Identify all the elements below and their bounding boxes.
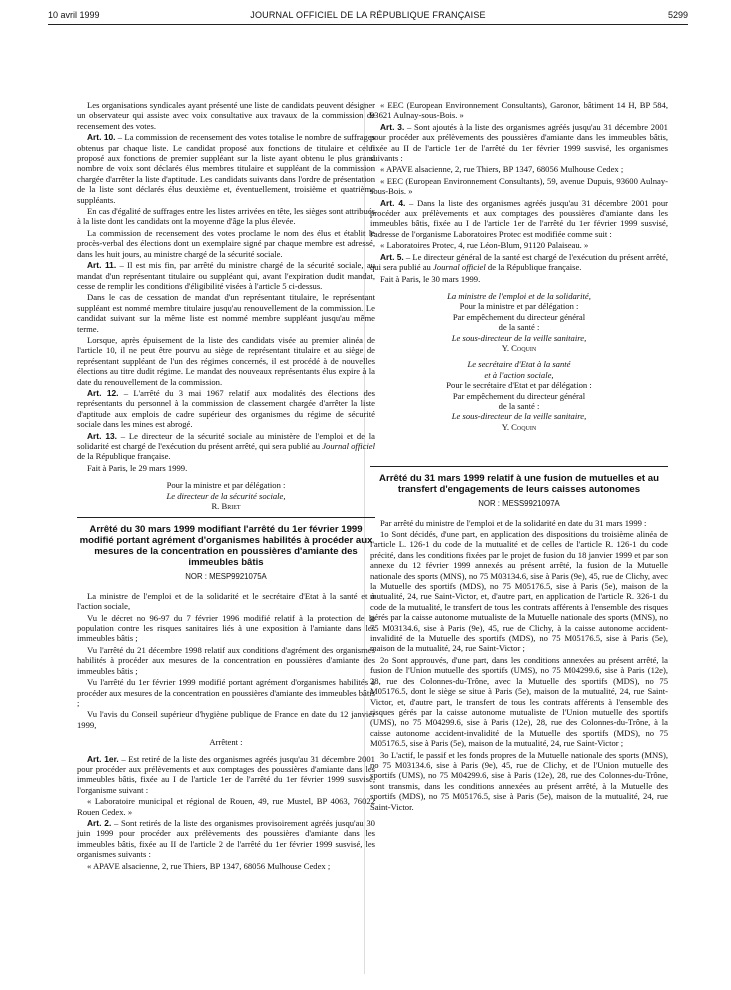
visa: Vu l'arrêté du 21 décembre 1998 relatif aux conditions d'agrément des organismes habilités à procéder aux mesures de la concentration en poussières d'amiante des immeubles bâtis ; <box>77 644 375 676</box>
signature-line: Le directeur de la sécurité sociale, <box>166 490 286 501</box>
article-label: Art. 12. <box>87 387 119 398</box>
quote: « APAVE alsacienne, 2, rue Thiers, BP 1347, 68056 Mulhouse Cedex ; <box>87 860 331 871</box>
decree-title: Arrêté du 31 mars 1999 relatif à une fusion de mutuelles et au transfert d'engagements de leurs caisses autonomes <box>379 473 659 496</box>
signature-name: Y. Coquin <box>501 421 537 432</box>
article-label: Art. 1er. <box>87 753 119 764</box>
signature-line: La ministre de l'emploi et de la solidarité, <box>447 290 591 301</box>
paragraph: En cas d'égalité de suffrages entre les listes arrivées en tête, les sièges sont attribués à la liste dont les candidats ont la moyenne d'âge la plus élevée. <box>77 206 375 227</box>
fait-a-paris: Fait à Paris, le 30 mars 1999. <box>380 273 481 284</box>
section-rule <box>370 466 668 467</box>
nor-reference: NOR : MESP9921075A <box>185 572 267 582</box>
decree-title: Arrêté du 30 mars 1999 modifiant l'arrêté du 1er février 1999 modifié portant agrément d'organismes habilités à procéder aux mesures de la concentration en poussières d'amiante des immeubles bâtis <box>79 524 373 569</box>
signature-name: Y. Coquin <box>501 342 537 353</box>
paragraph: Les organisations syndicales ayant présenté une liste de candidats peuvent désigner un observateur qui assiste avec voix consultative aux travaux de la commission de recensement des votes. <box>77 100 375 131</box>
signature-line: Le sous-directeur de la veille sanitaire, <box>451 332 587 343</box>
article-label: Art. 11. <box>87 260 117 271</box>
article-label: Art. 3. <box>380 121 405 132</box>
fait-a-paris: Fait à Paris, le 29 mars 1999. <box>87 462 188 473</box>
quote: « EEC (European Environnement Consultants), 59, avenue Dupuis, 93600 Aulnay-sous-Bois. » <box>370 175 668 197</box>
signature-line: Par empêchement du directeur général <box>452 311 586 322</box>
signature-line: de la santé : <box>498 322 540 333</box>
signature-line: Pour la ministre et par délégation : <box>166 480 286 491</box>
article-label: Art. 5. <box>380 251 404 262</box>
quote: « Laboratoires Protec, 4, rue Léon-Blum, 91120 Palaiseau. » <box>380 240 589 251</box>
signature-line: Le secrétaire d'Etat à la santé <box>467 359 571 370</box>
paragraph: Dans le cas de cessation de mandat d'un représentant titulaire, le représentant suppléant est nommé membre titulaire jusqu'au renouvellement de la commission. Le candidat suivant sur la même liste est nommé membre suppléant jusqu'au même terme. <box>77 292 375 334</box>
section-rule <box>77 517 375 518</box>
signature-line: et à l'action sociale, <box>484 369 554 380</box>
article-label: Art. 10. <box>87 132 116 143</box>
header-page-number: 5299 <box>667 10 688 20</box>
article-1: Art. 1er. – Est retiré de la liste des organismes agréés jusqu'au 31 décembre 2001 pour procéder aux prélèvements et aux comptages des poussières d'amiante dans les immeubles bâtis, fixée au I de l'article 1er de l'arrêté du 1er février 1999 susvisé, l'organisme suivant : <box>77 753 375 795</box>
paragraph: La commission de recensement des votes proclame le nom des élus et établit le procès-verbal des élections dont un exemplaire signé par chaque membre est adressé, dans les huit jours, au ministre chargé de la sécurité sociale. <box>77 227 375 259</box>
paragraph: La ministre de l'emploi et de la solidarité et le secrétaire d'Etat à la santé et à l'action sociale, <box>77 590 375 612</box>
signature-line: de la santé : <box>498 400 540 411</box>
article-label: Art. 4. <box>380 197 406 208</box>
page-header <box>48 8 688 24</box>
left-column <box>77 100 375 872</box>
article-2: Art. 2. – Sont retirés de la liste des organismes provisoirement agréés jusqu'au 30 juin 1999 pour procéder aux prélèvements des poussières d'amiante dans les immeubles bâtis, fixée au II de l'article 2 de l'arrêté du 1er février 1999 susvisé, les organismes suivants : <box>77 817 375 860</box>
header-rule <box>48 24 688 25</box>
article-10: Art. 10. – La commission de recensement des votes totalise le nombre de suffrages obtenus par chaque liste. Le candidat proposé aux fonctions de titulaire et celui proposé aux fonctions de premier suppléant sur la liste ayant obtenu le plus grand nombre de voix sont déclarés élus membres titulaire et suppléant de la commission chargée d'arrêter la liste d'aptitude. Les candidats suivants dans l'ordre de présentation de la liste sont déclarés élus deuxième et, éventuellement, troisième et quatrième suppléants. <box>77 132 375 205</box>
quote: « APAVE alsacienne, 2, rue Thiers, BP 1347, 68056 Mulhouse Cedex ; <box>380 164 624 175</box>
article-label: Art. 13. <box>87 430 118 441</box>
paragraph: 3o L'actif, le passif et les fonds propres de la Mutuelle nationale des sports (MNS), no 75 M03134.6, sise à Paris (9e), 45, rue de Clichy, et de l'Union mutuelle des sportifs (UMS), no 75 M04299.6, sise à Paris (12e), 28, rue des Colonnes-du-Trône, sont transmis, dans les conditions annexées au présent arrêté, à la Mutuelle des sportifs (MDS), no 75 M05176.5, sise à Paris (5e), maison de la mutualité, 24, rue Saint-Victor. <box>370 749 668 812</box>
article-5: Art. 5. – Le directeur général de la santé est chargé de l'exécution du présent arrêté, qui sera publié au Journal officiel de la République française. <box>370 251 668 273</box>
header-journal-title: JOURNAL OFFICIEL DE LA RÉPUBLIQUE FRANÇAISE <box>250 10 486 20</box>
paragraph: 2o Sont approuvés, d'une part, dans les conditions annexées au présent arrêté, la fusion de l'Union mutuelle des sportifs (UMS), no 75 M04299.6, sise à Paris (12e), 28, rue des Colonnes-du-Trône, avec la Mutuelle des sportifs (MDS), no 75 M05176.5, dont le siège se situe à Paris (5e), maison de la mutualité, 24, rue Saint-Victor, et, d'autre part, le transfert de tous les contrats afférents à l'ensemble des risques gérés par la caisse autonome mutualiste de l'Union mutuelle des sportifs (UMS), no 75 M04299.6, sise à Paris (12e), 28, rue des Colonnes-du-Trône, à la caisse autonome accident-invalidité de la Mutuelle des sportifs (MDS), no 75 M05176.5, sise à Paris (5e), maison de la mutualité, 24, rue Saint-Victor ; <box>370 654 668 749</box>
article-12: Art. 12. – L'arrêté du 3 mai 1967 relatif aux modalités des élections des représentants du personnel à la commission de classement chargée d'arrêter la liste d'aptitude aux emplois de cadre supérieur des organismes du régime de sécurité sociale dans les mines est abrogé. <box>77 387 376 430</box>
signature-line: Pour le secrétaire d'Etat et par délégation : <box>446 380 592 391</box>
article-11: Art. 11. – Il est mis fin, par arrêté du ministre chargé de la sécurité sociale, au mandat d'un représentant titulaire ou suppléant qui, avant l'expiration dudit mandat, cesse de remplir les conditions d'éligibilité visées à l'article 5 ci-dessus. <box>77 260 375 291</box>
article-label: Art. 2. <box>87 817 112 828</box>
nor-reference: NOR : MESS9921097A <box>478 499 560 509</box>
header-date: 10 avril 1999 <box>48 10 100 20</box>
quote: « Laboratoire municipal et régional de Rouen, 49, rue Mustel, BP 4063, 76022 Rouen Cedex. » <box>77 796 375 817</box>
paragraph: 1o Sont décidés, d'une part, en application des dispositions du troisième alinéa de l'article L. 126-1 du code de la mutualité et de celles de l'article R. 126-1 du code précité, dans les conditions fixées par le projet de fusion du 18 janvier 1999 et par son annexe du 12 février 1999 annexés au présent arrêté, la fusion de la Mutuelle nationale des sports (MNS), no 75 M03134.6, sise à Paris (9e), 45, rue de Clichy, avec la Mutuelle des sportifs (MDS), no 75 M05176.5, sise à Paris (5e), maison de la mutualité, 24, rue Saint-Victor, et, d'autre part, en application de l'article R. 326-1 du code de la mutualité, le transfert de tous les contrats afférents à l'ensemble des risques gérés par la caisse autonome mutualiste de la Mutuelle nationale des sports (MNS), no 75 M03134.6, sise à Paris (9e), 45, rue de Clichy, à la caisse autonome accident-invalidité de la Mutuelle des sportifs (MDS), no 75 M05176.5, sise à Paris (5e), maison de la mutualité, 24, rue Saint-Victor ; <box>370 529 668 654</box>
signature-line: Pour la ministre et par délégation : <box>459 301 579 312</box>
quote: « EEC (European Environnement Consultants), Garonor, bâtiment 14 H, BP 584, 93621 Aulnay-sous-Bois. » <box>370 100 668 121</box>
right-column <box>370 100 668 813</box>
signature-line: Par empêchement du directeur général <box>452 390 586 401</box>
signature-name: R. Briet <box>211 501 241 512</box>
signature-line: Le sous-directeur de la veille sanitaire, <box>451 411 587 422</box>
article-13: Art. 13. – Le directeur de la sécurité sociale au ministère de l'emploi et de la solidarité est chargé de l'exécution du présent arrêté, qui sera publié au Journal officiel de la République française. <box>77 430 375 462</box>
visa: Vu l'arrêté du 1er février 1999 modifié portant agrément d'organismes habilités à procéder aux mesures de la concentration en poussières d'amiante des immeubles bâtis ; <box>77 677 375 708</box>
paragraph: Lorsque, après épuisement de la liste des candidats visée au premier alinéa de l'article 10, il ne peut être pourvu au siège de représentant titulaire et au siège de représentant suppléant de l'un des régimes concernés, il est procédé à de nouvelles élections au titre dudit régime. Le mandat des nouveaux représentants élus expire à la date du renouvellement de la commission. <box>77 334 375 387</box>
visa: Vu l'avis du Conseil supérieur d'hygiène publique de France en date du 12 janvier 1999, <box>77 709 375 730</box>
visa: Vu le décret no 96-97 du 7 février 1996 modifié relatif à la protection de la population contre les risques sanitaires liés à une exposition à l'amiante dans les immeubles bâtis ; <box>77 612 375 644</box>
paragraph: Par arrêté du ministre de l'emploi et de la solidarité en date du 31 mars 1999 : <box>380 517 647 528</box>
article-3: Art. 3. – Sont ajoutés à la liste des organismes agréés jusqu'au 31 décembre 2001 pour procéder aux prélèvements des poussières d'amiante dans les immeubles bâtis, fixée au II de l'article 1er de l'arrêté du 1er février 1999 susvisé, les organismes suivants : <box>370 121 668 164</box>
arretent: Arrêtent : <box>209 737 243 748</box>
article-4: Art. 4. – Dans la liste des organismes agréés jusqu'au 31 décembre 2001 pour procéder aux prélèvements et aux comptages des poussières d'amiante dans les immeubles bâtis, fixée au I de l'article 1er de l'arrêté du 1er février 1999 susvisé, l'adresse de l'organisme Laboratoires Protec est modifiée comme suit : <box>370 197 668 239</box>
